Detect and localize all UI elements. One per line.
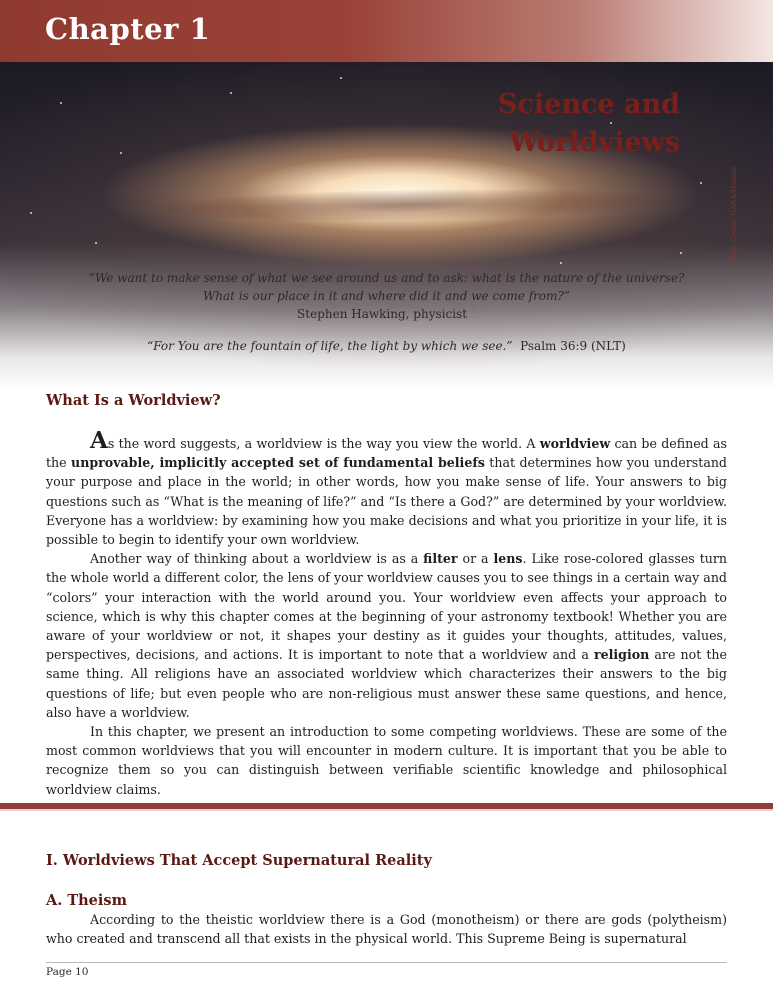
term-definition: unprovable, implicitly accepted set of fundamental beliefs xyxy=(71,455,485,471)
star xyxy=(700,182,702,184)
paragraph-2 xyxy=(46,549,727,722)
hero-galaxy-image xyxy=(0,62,773,390)
chapter-banner xyxy=(0,0,773,62)
quote1-line1: “We want to make sense of what we see around us and to ask: what is the nature of the universe? xyxy=(88,271,685,285)
text-run: Another way of thinking about a worldview is as a xyxy=(90,551,424,567)
paragraph-3: In this chapter, we present an introduction to some competing worldviews. These are some of the most common worldviews that you will encounter in modern culture. It is important that you be able to recognize them so you can distinguish between verifiable scientific knowledge and philosophical worldview claims. xyxy=(46,724,727,797)
text-run: . Like rose-colored glasses turn the whole world a different color, the lens of your worldview causes you to see things in a certain way and “colors” your interaction with the world around you. Your worldview even affects your approach to science, which is why this chapter comes at the beginning of your astronomy textbook! Whether you are aware of your worldview or not, it shapes your destiny as it guides your thoughts, attitudes, values, perspectives, decisions, and actions. It is important to note that a worldview and a xyxy=(46,551,728,663)
text-run: that determines how you understand your purpose and place in the world; in other words, how you make sense of life. Your answers to big questions such as “What is the meaning of life?” and “Is there a God?” are determined by your worldview. Everyone has a worldview: by examining how you make decisions and what you prioritize in your life, it is possible to begin to identify your own worldview. xyxy=(46,455,727,548)
worldview-body xyxy=(46,427,728,799)
quote2-text: “For You are the fountain of life, the light by which we see.” xyxy=(147,339,513,353)
chapter-title: Chapter 1 xyxy=(45,12,211,46)
section-heading-what-is-worldview: What Is a Worldview? xyxy=(46,392,221,409)
footnote-marker[interactable]: 1 xyxy=(470,306,476,315)
quote2-source: Psalm 36:9 (NLT) xyxy=(520,339,626,353)
star xyxy=(95,242,97,244)
theism-body xyxy=(46,910,727,948)
page-number: Page 10 xyxy=(46,966,89,978)
psalm-quote xyxy=(40,337,733,355)
star xyxy=(560,262,562,264)
term-lens: lens xyxy=(493,551,523,567)
quote1-attribution-line xyxy=(40,305,733,323)
star xyxy=(30,212,32,214)
text-run: s the word suggests, a worldview is the way you view the world. A xyxy=(107,436,540,451)
drop-cap: A xyxy=(90,427,108,454)
star xyxy=(120,152,122,154)
term-filter: filter xyxy=(423,551,458,567)
image-credit: Image Credit: NASA/Hubble xyxy=(730,166,738,267)
hero-title-line2: Worldviews xyxy=(508,127,680,158)
section-heading-supernatural: I. Worldviews That Accept Supernatural Reality xyxy=(46,852,432,869)
text-run: are not the same thing. All religions have an associated worldview which characterizes their answers to the big questions of life; but even people who are non-religious must answer these same questions, and hence, also have a worldview. xyxy=(46,647,727,720)
star xyxy=(340,77,342,79)
star xyxy=(230,92,232,94)
footer-rule xyxy=(46,962,727,963)
text-run: can be defined as the xyxy=(46,436,728,471)
section-divider-shadow xyxy=(0,809,773,811)
theism-paragraph: According to the theistic worldview there is a God (monotheism) or there are gods (polytheism) who created and transcend all that exists in the physical world. This Supreme Being is supernatural xyxy=(46,912,727,947)
paragraph-1 xyxy=(46,427,728,549)
text-run: or a xyxy=(457,551,494,567)
hero-title-line1: Science and xyxy=(497,89,680,120)
quote1-line2: What is our place in it and where did it and we come from?” xyxy=(202,289,571,303)
star xyxy=(60,102,62,104)
galaxy-dust-lane xyxy=(150,185,670,224)
subheading-theism: A. Theism xyxy=(46,892,127,909)
term-religion: religion xyxy=(593,647,650,663)
star xyxy=(680,252,682,254)
term-worldview: worldview xyxy=(539,436,611,451)
hawking-quote xyxy=(40,269,733,323)
hero-title xyxy=(380,86,680,162)
quote1-attribution: Stephen Hawking, physicist xyxy=(297,307,468,321)
